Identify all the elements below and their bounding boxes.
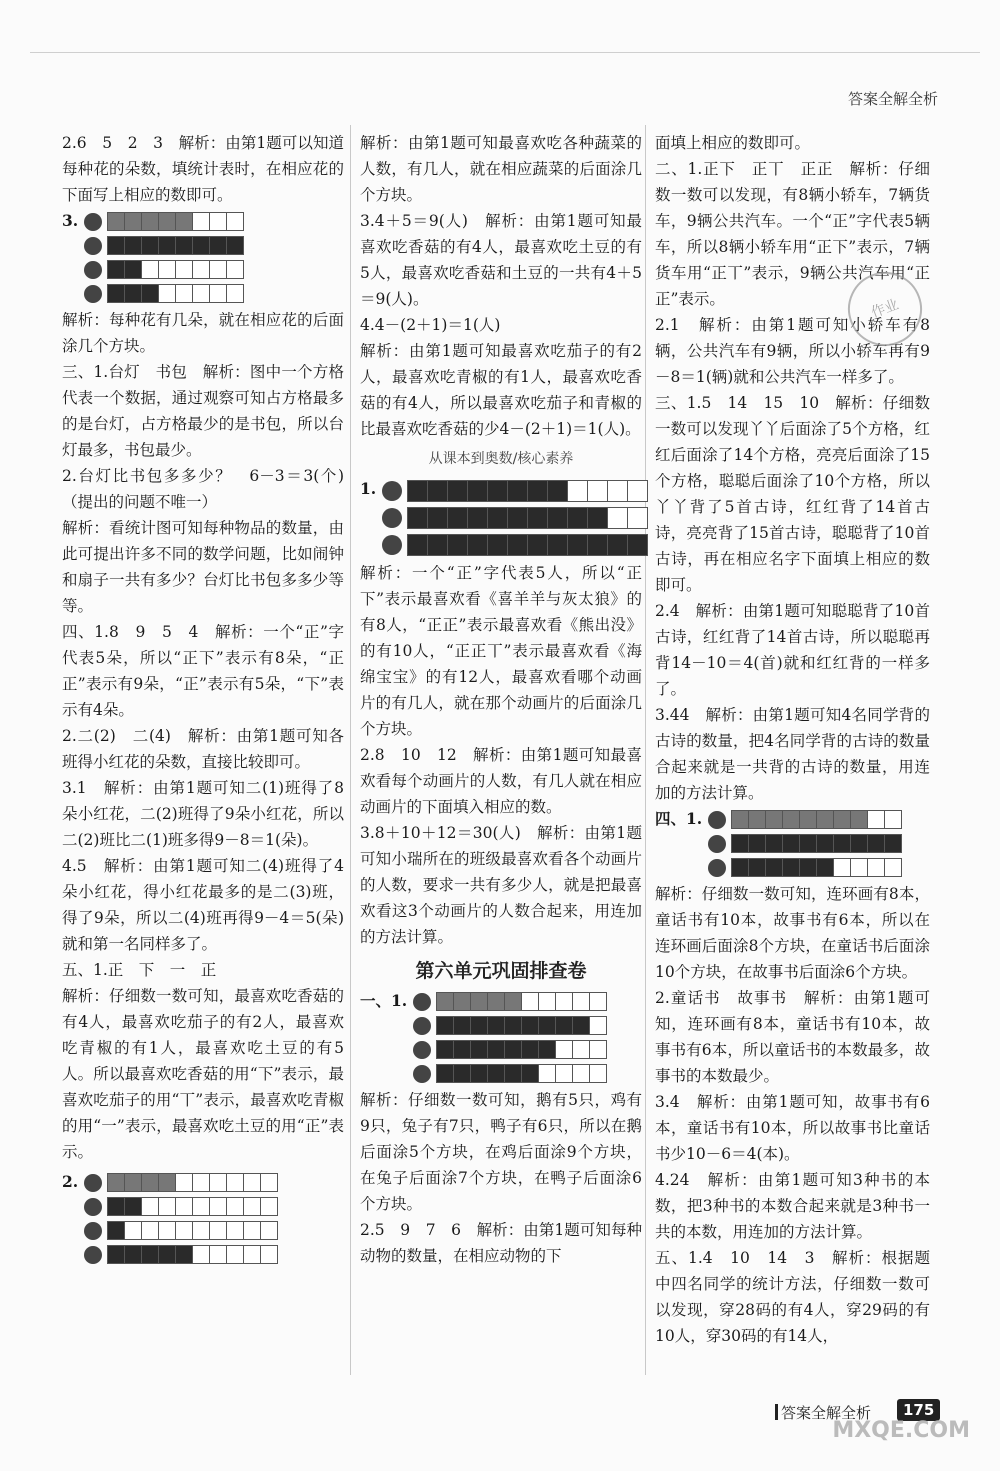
empty-cell (192, 260, 210, 279)
filled-cell (547, 480, 568, 502)
bar-grid (408, 534, 648, 556)
filled-cell (436, 1016, 454, 1035)
answer-text: 解析：一个“正”字代表5人，所以“正下”表示最喜欢看《喜羊羊与灰太狼》的有8人，“正正”表示最喜欢看《熊出没》的有10人，“正正丅”表示最喜欢看《海绵宝宝》的有12人，最喜欢看哪个动画片的有几人，就在那个动画片的后面涂几个方块。 (360, 564, 642, 738)
bar-grid (108, 1245, 278, 1264)
bar-grid (408, 507, 648, 529)
answer-text: 面填上相应的数即可。 (655, 134, 811, 152)
bar-grid (437, 1016, 607, 1035)
filled-cell (731, 858, 749, 877)
question-number: 3. (62, 211, 79, 230)
item-icon (84, 213, 102, 231)
empty-cell (243, 1197, 261, 1216)
item-icon (708, 835, 726, 853)
empty-cell (589, 1016, 607, 1035)
question-number: 2. (62, 1172, 79, 1191)
answer-text: 解析：仔细数一数可知，连环画有8本，童话书有10本，故事书有6本，所以在连环画后面涂8个方块，在童话书后面涂10个方块，在故事书后面涂6个方块。 (655, 885, 930, 981)
empty-cell (192, 284, 210, 303)
filled-cell (816, 834, 834, 853)
filled-cell (487, 1040, 505, 1059)
item-icon (382, 481, 402, 501)
page-number: 175 (897, 1399, 940, 1421)
empty-cell (555, 992, 573, 1011)
filled-cell (175, 236, 193, 255)
filled-cell (555, 1016, 573, 1035)
bar-grid (108, 1173, 278, 1192)
filled-cell (504, 1040, 522, 1059)
empty-cell (867, 810, 885, 829)
empty-cell (260, 1197, 278, 1216)
filled-cell (124, 212, 142, 231)
item-icon (84, 1198, 102, 1216)
item-icon (413, 1017, 431, 1035)
empty-cell (884, 858, 902, 877)
filled-cell (572, 1016, 590, 1035)
filled-cell (504, 1064, 522, 1083)
filled-cell (521, 1040, 539, 1059)
item-icon (84, 1174, 102, 1192)
answer-text: 2.1 解析：由第1题可知小轿车有8辆，公共汽车有9辆，所以小轿车再有9－8＝1(辆)就和公共汽车一样多了。 (655, 316, 930, 386)
chart-row (708, 810, 902, 829)
empty-cell (209, 212, 227, 231)
chart-row (708, 834, 902, 853)
empty-cell (627, 480, 648, 502)
filled-cell (447, 480, 468, 502)
chart-row (84, 284, 244, 303)
chart-row (84, 1245, 278, 1264)
empty-cell (209, 1197, 227, 1216)
filled-cell (527, 480, 548, 502)
filled-cell (447, 507, 468, 529)
item-icon (382, 508, 402, 528)
question-number: 一、1. (360, 991, 408, 1010)
column-divider-2 (645, 125, 646, 1375)
filled-cell (748, 810, 766, 829)
site-watermark: MXQE.COM (832, 1418, 970, 1443)
chart-row (708, 858, 902, 877)
filled-cell (209, 236, 227, 255)
filled-cell (124, 236, 142, 255)
item-icon (84, 285, 102, 303)
filled-cell (158, 1245, 176, 1264)
empty-cell (209, 284, 227, 303)
answer-text: 三、1.5 14 15 10 解析：仔细数一数可以发现丫丫后面涂了5个方格，红红后面涂了14个方格，亮亮后面涂了15个方格，聪聪后面涂了10个方格，所以丫丫背了5首古诗，红红背了14首古诗，亮亮背了15首古诗，聪聪背了10首古诗，再在相应名字下面填上相应的数即可。 (655, 394, 930, 594)
answer-text: 解析：每种花有几朵，就在相应花的后面涂几个方块。 (62, 311, 344, 355)
column-1 (62, 130, 344, 1268)
empty-cell (260, 1245, 278, 1264)
answer-text: 3.4 解析：由第1题可知，故事书有6本，童话书有10本，所以故事书比童话书少10－6＝4(本)。 (655, 1093, 930, 1163)
filled-cell (833, 834, 851, 853)
bar-grid (732, 834, 902, 853)
chart-row (413, 1016, 607, 1035)
empty-cell (226, 1173, 244, 1192)
filled-cell (507, 534, 528, 556)
bar-chart-flowers (84, 212, 244, 303)
filled-cell (816, 810, 834, 829)
empty-cell (175, 1197, 193, 1216)
answer-text: 2.5 9 7 6 解析：由第1题可知每种动物的数量，在相应动物的下 (360, 1221, 642, 1265)
item-icon (84, 261, 102, 279)
empty-cell (833, 858, 851, 877)
filled-cell (453, 992, 471, 1011)
filled-cell (782, 834, 800, 853)
filled-cell (607, 534, 628, 556)
empty-cell (209, 1173, 227, 1192)
filled-cell (124, 260, 142, 279)
filled-cell (124, 1197, 142, 1216)
answer-text: 3.44 解析：由第1题可知4名同学背的古诗的数量，把4名同学背的古诗的数量合起来就是一共背的古诗的数量，用连加的方法计算。 (655, 706, 930, 802)
filled-cell (521, 1064, 539, 1083)
empty-cell (572, 1040, 590, 1059)
filled-cell (867, 834, 885, 853)
item-icon (708, 859, 726, 877)
bar-grid (108, 212, 244, 231)
filled-cell (141, 284, 159, 303)
answer-text: 解析：仔细数一数可知，鹅有5只，鸡有9只，兔子有7只，鸭子有6只，所以在鹅后面涂5个方块，在鸡后面涂9个方块，在兔子后面涂7个方块，在鸭子后面涂6个方块。 (360, 1091, 642, 1213)
empty-cell (192, 1221, 210, 1240)
empty-cell (175, 1173, 193, 1192)
item-icon (708, 811, 726, 829)
empty-cell (209, 260, 227, 279)
item-icon (84, 237, 102, 255)
empty-cell (572, 992, 590, 1011)
filled-cell (226, 236, 244, 255)
filled-cell (507, 480, 528, 502)
filled-cell (470, 1064, 488, 1083)
empty-cell (226, 212, 244, 231)
filled-cell (158, 212, 176, 231)
empty-cell (192, 212, 210, 231)
filled-cell (407, 480, 428, 502)
filled-cell (141, 212, 159, 231)
empty-cell (607, 480, 628, 502)
stamp-watermark: 作业 (838, 262, 933, 357)
empty-cell (589, 1064, 607, 1083)
chart-row (413, 992, 607, 1011)
filled-cell (765, 834, 783, 853)
filled-cell (436, 1064, 454, 1083)
filled-cell (487, 480, 508, 502)
filled-cell (453, 1040, 471, 1059)
empty-cell (209, 1245, 227, 1264)
empty-cell (260, 1173, 278, 1192)
filled-cell (107, 284, 125, 303)
column-divider-1 (350, 125, 351, 1375)
filled-cell (504, 1016, 522, 1035)
filled-cell (799, 858, 817, 877)
empty-cell (567, 480, 588, 502)
item-icon (84, 1222, 102, 1240)
answer-text: 2.二(2) 二(4) 解析：由第1题可知各班得小红花的朵数，直接比较即可。 (62, 727, 344, 771)
item-icon (413, 1041, 431, 1059)
filled-cell (782, 810, 800, 829)
answer-text: 2.台灯比书包多多少？ 6－3＝3(个)（提出的问题不唯一） (62, 467, 344, 511)
filled-cell (587, 507, 608, 529)
empty-cell (555, 1064, 573, 1083)
filled-cell (158, 236, 176, 255)
answer-text: 4.24 解析：由第1题可知3种书的本数，把3种书的本数合起来就是3种书一共的本数，用连加的方法计算。 (655, 1171, 930, 1241)
empty-cell (226, 1245, 244, 1264)
bar-grid (108, 284, 244, 303)
filled-cell (748, 858, 766, 877)
answer-text: 五、1.4 10 14 3 解析：根据题中四名同学的统计方法，仔细数一数可以发现，穿28码的有4人，穿29码的有10人，穿30码的有14人， (655, 1249, 930, 1345)
filled-cell (427, 507, 448, 529)
empty-cell (226, 284, 244, 303)
filled-cell (504, 992, 522, 1011)
filled-cell (816, 858, 834, 877)
answer-text: 二、1.正下 正丅 正正 解析：仔细数一数可以发现，有8辆小轿车，7辆货车，9辆公共汽车。一个“正”字代表5辆车，所以8辆小轿车用“正下”表示，7辆货车用“正丅”表示，9辆公共汽车用“正正”表示。 (655, 160, 930, 308)
question-number: 四、1. (655, 809, 703, 828)
footer-label: 答案全解全析 (781, 1404, 872, 1422)
empty-cell (884, 810, 902, 829)
empty-cell (521, 992, 539, 1011)
filled-cell (175, 212, 193, 231)
filled-cell (107, 236, 125, 255)
bar-grid (108, 1221, 278, 1240)
filled-cell (427, 534, 448, 556)
filled-cell (107, 260, 125, 279)
filled-cell (447, 534, 468, 556)
chart-row (84, 1197, 278, 1216)
filled-cell (627, 534, 648, 556)
empty-cell (175, 284, 193, 303)
bar-grid (437, 1040, 607, 1059)
filled-cell (487, 507, 508, 529)
filled-cell (453, 1064, 471, 1083)
empty-cell (175, 1221, 193, 1240)
bar-grid (108, 260, 244, 279)
empty-cell (589, 992, 607, 1011)
empty-cell (867, 858, 885, 877)
bar-grid (437, 1064, 607, 1083)
empty-cell (226, 1221, 244, 1240)
filled-cell (436, 1040, 454, 1059)
empty-cell (141, 1197, 159, 1216)
empty-cell (192, 1197, 210, 1216)
filled-cell (587, 534, 608, 556)
filled-cell (507, 507, 528, 529)
filled-cell (107, 1245, 125, 1264)
answer-text: 4.4－(2＋1)＝1(人) (360, 316, 501, 334)
filled-cell (436, 992, 454, 1011)
filled-cell (782, 858, 800, 877)
item-icon (413, 1065, 431, 1083)
chart-row (382, 480, 648, 502)
item-icon (84, 1246, 102, 1264)
filled-cell (487, 992, 505, 1011)
answer-text: 3.8＋10＋12＝30(人) 解析：由第1题可知小瑞所在的班级最喜欢看各个动画片的人数，要求一共有多少人，就是把最喜欢看这3个动画片的人数合起来，用连加的方法计算。 (360, 824, 642, 946)
bar-chart-animals (413, 992, 607, 1083)
chart-row (382, 507, 648, 529)
answer-text: 2.4 解析：由第1题可知聪聪背了10首古诗，红红背了14首古诗，所以聪聪再背14－10＝4(首)就和红红背的一样多了。 (655, 602, 930, 698)
bar-grid (408, 480, 648, 502)
section-title: 从课本到奥数/核心素养 (428, 451, 574, 467)
filled-cell (124, 1245, 142, 1264)
chart-row (413, 1064, 607, 1083)
chart-row (84, 260, 244, 279)
filled-cell (487, 534, 508, 556)
filled-cell (107, 212, 125, 231)
chart-row (382, 534, 648, 556)
empty-cell (538, 992, 556, 1011)
filled-cell (470, 992, 488, 1011)
empty-cell (175, 260, 193, 279)
filled-cell (850, 834, 868, 853)
filled-cell (124, 1173, 142, 1192)
top-rule (30, 52, 980, 53)
empty-cell (158, 1221, 176, 1240)
filled-cell (799, 810, 817, 829)
empty-cell (158, 260, 176, 279)
bar-chart-cartoons (382, 480, 648, 556)
filled-cell (765, 810, 783, 829)
filled-cell (884, 834, 902, 853)
empty-cell (555, 1040, 573, 1059)
empty-cell (243, 1245, 261, 1264)
page-header: 答案全解全析 (847, 90, 938, 108)
empty-cell (141, 260, 159, 279)
bar-grid (108, 1197, 278, 1216)
filled-cell (748, 834, 766, 853)
unit-title: 第六单元巩固排查卷 (415, 960, 587, 982)
empty-cell (607, 507, 628, 529)
filled-cell (470, 1016, 488, 1035)
bar-grid (437, 992, 607, 1011)
footer-bar (775, 1404, 778, 1420)
filled-cell (467, 507, 488, 529)
answer-text: 三、1.台灯 书包 解析：图中一个方格代表一个数据，通过观察可知占方格最多的是台灯，占方格最少的是书包，所以台灯最多，书包最少。 (62, 363, 344, 459)
answer-text: 2.8 10 12 解析：由第1题可知最喜欢看每个动画片的人数，有几人就在相应动画片的下面填入相应的数。 (360, 746, 642, 816)
item-icon (413, 993, 431, 1011)
filled-cell (467, 480, 488, 502)
question-number: 1. (360, 479, 377, 498)
filled-cell (107, 1173, 125, 1192)
filled-cell (453, 1016, 471, 1035)
answer-text: 解析：由第1题可知最喜欢吃茄子的有2人，最喜欢吃青椒的有1人，最喜欢吃香菇的有4人，所以最喜欢吃茄子和青椒的比最喜欢吃香菇的少4－(2＋1)＝1(人)。 (360, 342, 642, 438)
filled-cell (427, 480, 448, 502)
column-2 (360, 130, 642, 1269)
empty-cell (850, 858, 868, 877)
answer-text: 2.6 5 2 3 解析：由第1题可以知道每种花的朵数，填统计表时，在相应花的下面写上相应的数即可。 (62, 134, 344, 204)
chart-row (84, 236, 244, 255)
chart-row (84, 212, 244, 231)
answer-text: 解析：仔细数一数可知，最喜欢吃香菇的有4人，最喜欢吃茄子的有2人，最喜欢吃青椒的有1人，最喜欢吃土豆的有5人。所以最喜欢吃香菇的用“下”表示，最喜欢吃茄子的用“丅”表示，最喜欢吃青椒的用“一”表示，最喜欢吃土豆的用“正”表示。 (62, 987, 344, 1161)
filled-cell (538, 1040, 556, 1059)
empty-cell (192, 1245, 210, 1264)
filled-cell (567, 507, 588, 529)
filled-cell (527, 507, 548, 529)
empty-cell (572, 1064, 590, 1083)
filled-cell (141, 1245, 159, 1264)
filled-cell (521, 1016, 539, 1035)
filled-cell (124, 284, 142, 303)
bar-grid (732, 810, 902, 829)
filled-cell (141, 236, 159, 255)
empty-cell (243, 1173, 261, 1192)
filled-cell (175, 1245, 193, 1264)
answer-text: 解析：看统计图可知每种物品的数量，由此可提出许多不同的数学问题，比如闹钟和扇子一共有多少？台灯比书包多多少等等。 (62, 519, 344, 615)
empty-cell (209, 1221, 227, 1240)
answer-text: 解析：由第1题可知最喜欢吃各种蔬菜的人数，有几人，就在相应蔬菜的后面涂几个方块。 (360, 134, 642, 204)
filled-cell (407, 534, 428, 556)
filled-cell (470, 1040, 488, 1059)
empty-cell (243, 1221, 261, 1240)
filled-cell (107, 1197, 125, 1216)
empty-cell (589, 1040, 607, 1059)
filled-cell (538, 1016, 556, 1035)
empty-cell (260, 1221, 278, 1240)
filled-cell (567, 534, 588, 556)
filled-cell (547, 507, 568, 529)
filled-cell (141, 1173, 159, 1192)
empty-cell (627, 507, 648, 529)
empty-cell (124, 1221, 142, 1240)
bar-grid (732, 858, 902, 877)
empty-cell (538, 1064, 556, 1083)
bar-grid (108, 236, 244, 255)
answer-text: 五、1.正 下 一 正 (62, 961, 217, 979)
filled-cell (192, 236, 210, 255)
filled-cell (527, 534, 548, 556)
filled-cell (833, 810, 851, 829)
bar-chart-vegetables (84, 1173, 278, 1264)
filled-cell (731, 810, 749, 829)
empty-cell (192, 1173, 210, 1192)
filled-cell (467, 534, 488, 556)
filled-cell (799, 834, 817, 853)
answer-text: 3.1 解析：由第1题可知二(1)班得了8朵小红花，二(2)班得了9朵小红花，所以二(2)班比二(1)班多得9－8＝1(朵)。 (62, 779, 344, 849)
answer-text: 4.5 解析：由第1题可知二(4)班得了4朵小红花，得小红花最多的是二(3)班，得了9朵，所以二(4)班再得9－4＝5(朵)就和第一名同样多了。 (62, 857, 344, 953)
answer-text: 3.4＋5＝9(人) 解析：由第1题可知最喜欢吃香菇的有4人，最喜欢吃土豆的有5人，最喜欢吃香菇和土豆的一共有4＋5＝9(人)。 (360, 212, 642, 308)
empty-cell (141, 1221, 159, 1240)
filled-cell (158, 1173, 176, 1192)
filled-cell (765, 858, 783, 877)
empty-cell (158, 284, 176, 303)
empty-cell (158, 1197, 176, 1216)
empty-cell (226, 260, 244, 279)
item-icon (382, 535, 402, 555)
empty-cell (226, 1197, 244, 1216)
filled-cell (731, 834, 749, 853)
chart-row (84, 1221, 278, 1240)
answer-text: 四、1.8 9 5 4 解析：一个“正”字代表5朵，所以“正下”表示有8朵，“正正”表示有9朵，“正”表示有5朵，“下”表示有4朵。 (62, 623, 344, 719)
filled-cell (850, 810, 868, 829)
filled-cell (407, 507, 428, 529)
filled-cell (107, 1221, 125, 1240)
bar-chart-books (708, 810, 902, 877)
chart-row (413, 1040, 607, 1059)
filled-cell (487, 1016, 505, 1035)
chart-row (84, 1173, 278, 1192)
empty-cell (587, 480, 608, 502)
filled-cell (547, 534, 568, 556)
answer-text: 2.童话书 故事书 解析：由第1题可知，连环画有8本，童话书有10本，故事书有6本，所以童话书的本数最多，故事书的本数最少。 (655, 989, 930, 1085)
filled-cell (487, 1064, 505, 1083)
